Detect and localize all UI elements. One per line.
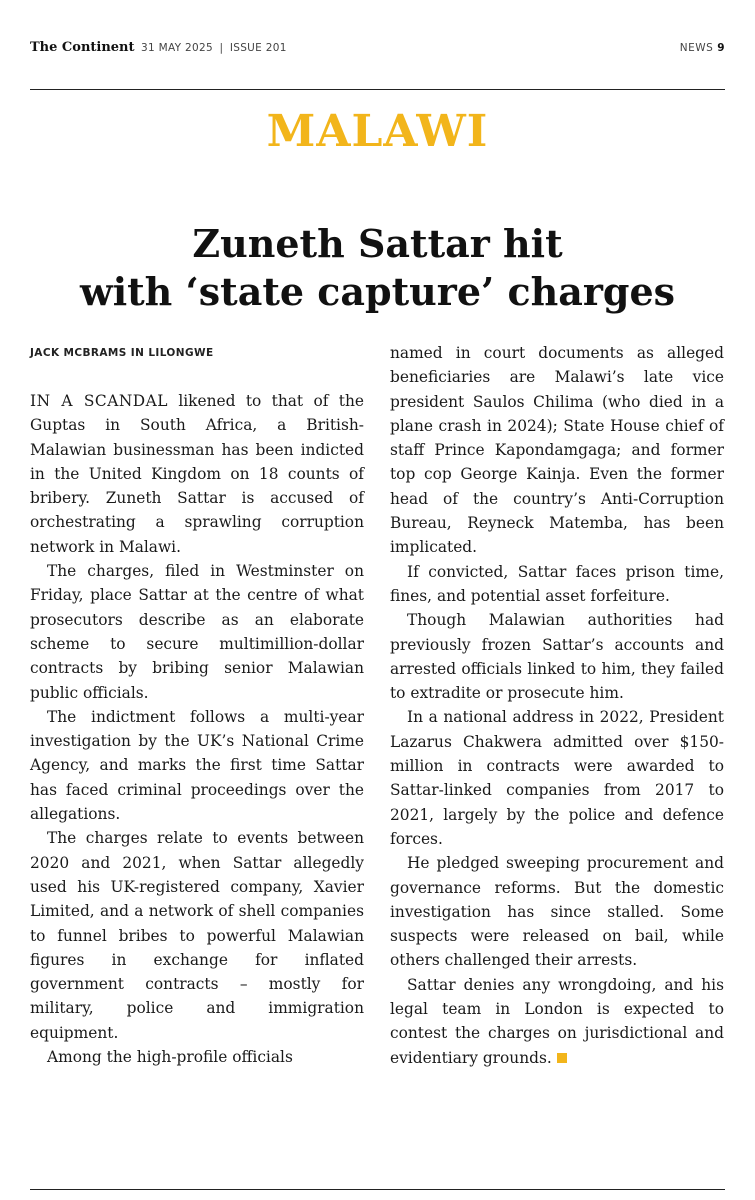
header-separator: | bbox=[219, 42, 224, 54]
bottom-rule-divider bbox=[30, 1189, 725, 1190]
publication-info bbox=[30, 40, 287, 55]
article-headline bbox=[30, 220, 725, 316]
top-rule-divider bbox=[30, 89, 725, 90]
headline-line-2: with ‘state capture’ charges bbox=[79, 269, 676, 314]
article-paragraph: Though Malawian authorities had previously frozen Sattar’s accounts and arrested officials linked to him, they failed to extradite or prosecute him. bbox=[390, 611, 724, 703]
running-header bbox=[30, 40, 725, 60]
article-paragraph: The charges relate to events between 2020 and 2021, when Sattar allegedly used his UK-registered company, Xavier Limited, and a network of shell companies to funnel bribes to powerful Malawian figures in exchange for inflated government contracts – mostly for military, police and immigration equipment. bbox=[30, 829, 364, 1042]
issue-date: 31 MAY 2025 bbox=[141, 42, 213, 54]
article-column-right bbox=[390, 341, 724, 1070]
article-paragraph: He pledged sweeping procurement and governance reforms. But the domestic investigation has since stalled. Some suspects were released on bail, while others challenged their arrests. bbox=[390, 854, 724, 970]
lead-paragraph-text: likened to that of the Guptas in South Africa, a British-Malawian businessman has been indicted in the United Kingdom on 18 counts of bribery. Zuneth Sattar is accused of orchestrating a sprawling corruption network in Malawi. bbox=[30, 392, 364, 556]
article-paragraph: Among the high-profile officials bbox=[47, 1048, 293, 1067]
article-paragraph: In a national address in 2022, President Lazarus Chakwera admitted over $150-million in contracts were awarded to Sattar-linked companies from 2017 to 2021, largely by the police and defence forces. bbox=[390, 708, 724, 848]
section-page-label bbox=[680, 42, 725, 54]
article-paragraph: The charges, filed in Westminster on Friday, place Sattar at the centre of what prosecutors describe as an elaborate scheme to secure multimillion-dollar contracts by bribing senior Malawian public officials. bbox=[30, 562, 364, 702]
article-paragraph-continued: named in court documents as alleged beneficiaries are Malawi’s late vice president Saulos Chilima (who died in a plane crash in 2024); State House chief of staff Prince Kapondamgaga; and former top cop George Kainja. Even the former head of the country’s Anti-Corruption Bureau, Reyneck Matemba, has been implicated. bbox=[390, 344, 724, 557]
page-number: 9 bbox=[717, 42, 725, 54]
byline: JACK MCBRAMS IN LILONGWE bbox=[30, 347, 214, 359]
headline-line-1: Zuneth Sattar hit bbox=[192, 221, 563, 266]
article-paragraph: The indictment follows a multi-year investigation by the UK’s National Crime Agency, and marks the first time Sattar has faced criminal proceedings over the allegations. bbox=[30, 707, 364, 824]
section-kicker: MALAWI bbox=[266, 106, 489, 157]
issue-number: ISSUE 201 bbox=[229, 42, 287, 54]
section-name: NEWS bbox=[679, 42, 714, 54]
article-paragraph bbox=[30, 389, 364, 559]
publication-name: The Continent bbox=[30, 40, 135, 55]
final-paragraph-text: Sattar denies any wrongdoing, and his legal team in London is expected to contest the charges on jurisdictional and evidentiary grounds. bbox=[390, 975, 724, 1067]
lead-in-caps: IN A SCANDAL bbox=[30, 392, 168, 410]
article-paragraph-final bbox=[390, 973, 724, 1070]
article-column-left bbox=[30, 389, 364, 1069]
article-paragraph: If convicted, Sattar faces prison time, fines, and potential asset forfeiture. bbox=[390, 562, 724, 605]
end-of-article-square-icon bbox=[557, 1053, 567, 1063]
